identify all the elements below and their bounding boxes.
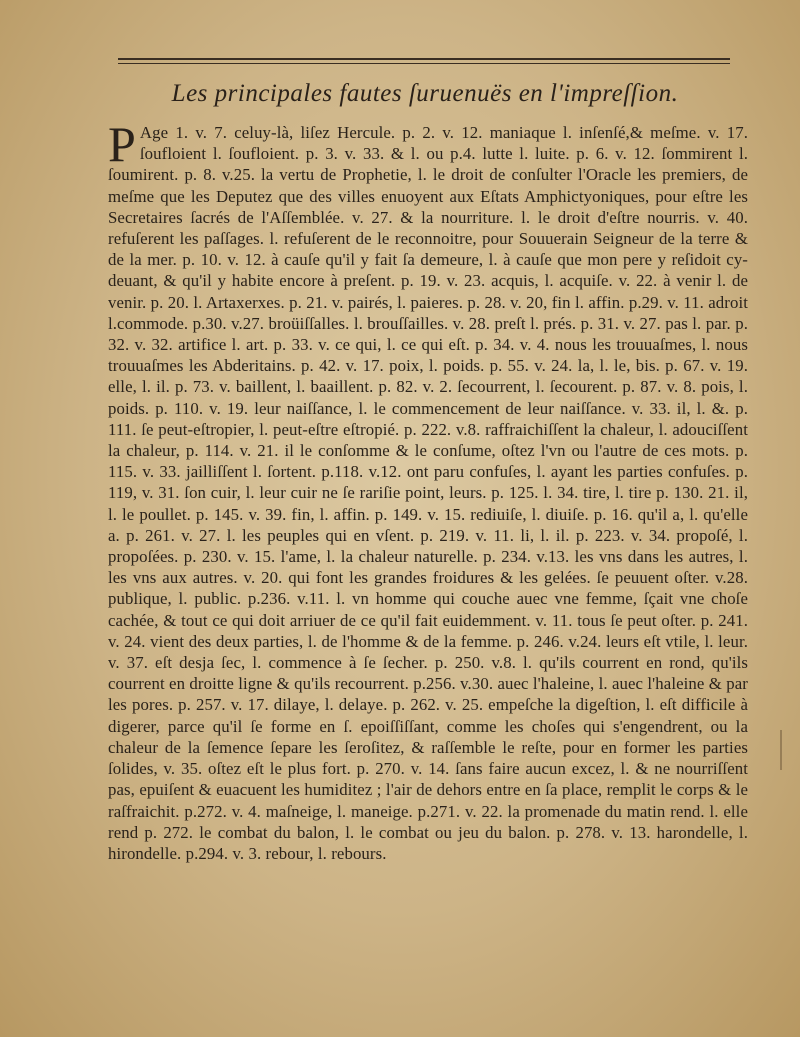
- page-edge-mark: [780, 730, 782, 770]
- page-heading: Les principales fautes ſuruenuës en l'impreſſion.: [171, 80, 679, 107]
- errata-body: [108, 116, 748, 864]
- drop-cap: P: [108, 116, 136, 172]
- top-rule: [118, 58, 730, 60]
- top-rule-thin: [118, 63, 730, 64]
- errata-text: Age 1. v. 7. celuy-là, liſez Hercule. p. 2. v. 12. maniaque l. inſenſé,& meſme. v. 17. ſoufloient l. ſoufloient. p. 3. v. 33. & l. ou p.4. lutte l. luite. p. 6. v. 12. ſommirent l. ſoumirent. p. 8. v.25. la vertu de Prophetie, l. le droit de conſulter l'Oracle les premiers, de meſme que les Deputez que des villes enuoyent aux Eſtats Amphictyoniques, pour eſtre les Secretaires ſacrés de l'Aſſemblée. v. 27. & la nourriture. l. le droit d'eſtre nourris. v. 40. refuſerent les paſſages. l. refuſerent de le reconnoitre, pour Souuerain Seigneur de la terre & de la mer. p. 10. v. 12. à cauſe qu'il y fait ſa demeure, l. à cauſe que mon pere y reſidoit cy-deuant, & qu'il y habite encore à preſent. p. 19. v. 23. acquis, l. acquiſe. v. 22. à venir l. de venir. p. 20. l. Artaxerxes. p. 21. v. pairés, l. paieres. p. 28. v. 20, fin l. affin. p.29. v. 11. adroit l.commode. p.30. v.27. broüiſſalles. l. brouſſailles. v. 28. preſt l. prés. p. 31. v. 27. pas l. par. p. 32. v. 32. artifice l. art. p. 33. v. ce qui, l. ce qui eſt. p. 34. v. 4. nous les trouuaſmes, l. nous trouuaſmes les Abderitains. p. 42. v. 17. poix, l. poids. p. 55. v. 24. la, l. le, bis. p. 67. v. 19. elle, l. il. p. 73. v. baillent, l. baaillent. p. 82. v. 2. ſecourrent, l. ſecourent. p. 87. v. 8. pois, l. poids. p. 110. v. 19. leur naiſſance, l. le commencement de leur naiſſance. v. 33. il, l. &. p. 111. ſe peut-eſtropier, l. peut-eſtre eſtropié. p. 222. v.8. raffraichiſſent la chaleur, l. adouciſſent la chaleur, p. 114. v. 21. il le conſomme & le conſume, oſtez l'vn ou l'autre de ces mots. p. 115. v. 33. jailliſſent l. ſortent. p.118. v.12. ont paru confuſes, l. ayant les parties confuſes. p. 119, v. 31. ſon cuir, l. leur cuir ne ſe rariſie point, leurs. p. 125. l. 34. tire, l. tire p. 130. 21. il, l. le poullet. p. 145. v. 39. fin, l. affin. p. 149. v. 15. rediuiſe, l. diuiſe. p. 16. qu'il a, l. qu'elle a. p. 261. v. 27. l. les peuples qui en vſent. p. 219. v. 11. li, l. il. p. 223. v. 34. propoſé, l. propoſées. p. 230. v. 15. l'ame, l. la chaleur naturelle. p. 234. v.13. les vns dans les autres, l. les vns aux autres. v. 20. qui font les grandes froidures & les gelées. ſe peuuent oſter. v.28. publique, l. public. p.236. v.11. l. vn homme qui couche auec vne femme, ſçait vne choſe cachée, & tout ce qui doit arriuer de ce qu'il fait euidemment. v. 11. tous ſe peut oſter. p. 241. v. 24. vient des deux parties, l. de l'homme & de la femme. p. 246. v.24. leurs eſt vtile, l. leur. v. 37. eſt desja ſec, l. commence à ſe ſecher. p. 250. v.8. l. qu'ils courrent en rond, qu'ils courrent en droitte ligne & qu'ils recourrent. p.256. v.30. auec l'haleine, l. auec l'haleine & par les pores. p. 257. v. 17. dilaye, l. delaye. p. 262. v. 25. empeſche la digeſtion, l. eſt difficile à digerer, parce qu'il ſe forme en ſ. epoiſſiſſant, comme les choſes qui s'engendrent, ou la chaleur de la ſemence ſepare les ſeroſitez, & raſſemble le reſte, pour en former les parties ſolides, v. 35. oſtez eſt le plus fort. p. 270. v. 14. ſans faire aucun excez, l. & ne nourriſſent pas, epuiſent & euacuent les humiditez ; l'air de dehors entre en ſa place, remplit le corps & le raſfraichit. p.272. v. 4. maſneige, l. maneige. p.271. v. 22. la promenade du matin rend. l. elle rend p. 272. le combat du balon, l. le combat ou jeu du balon. p. 278. v. 13. harondelle, l. hirondelle. p.294. v. 3. rebour, l. rebours.: [108, 123, 748, 863]
